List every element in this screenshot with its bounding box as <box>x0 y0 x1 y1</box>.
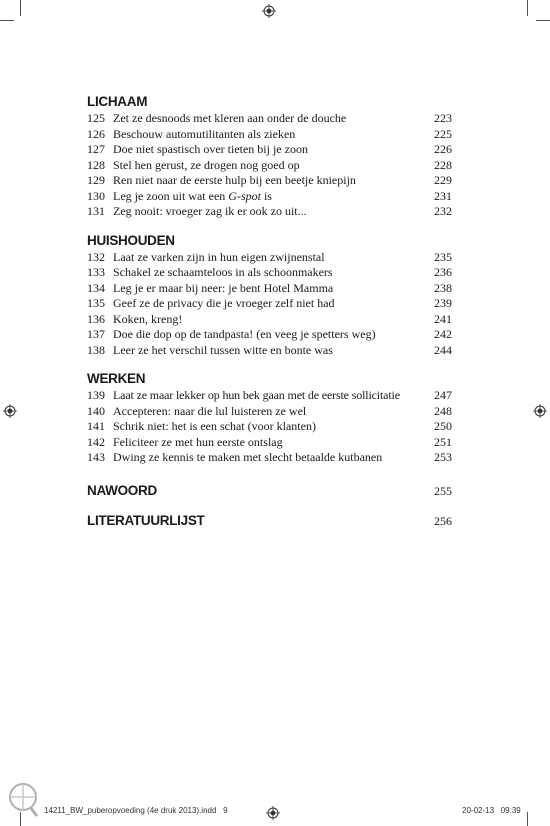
entry-title: Schakel ze schaamteloos in als schoonmakers <box>113 265 333 279</box>
toc-entry <box>87 265 452 281</box>
entry-number: 134 <box>87 280 105 295</box>
table-of-contents <box>87 94 452 542</box>
crop-mark-bottom-right <box>527 812 528 826</box>
entry-title: Leg je er maar bij neer: je bent Hotel Mamma <box>113 280 334 295</box>
entry-number: 133 <box>87 265 105 279</box>
entry-page: 236 <box>434 265 452 279</box>
entry-page: 231 <box>434 188 452 203</box>
entry-page: 226 <box>434 142 452 156</box>
entry-page: 223 <box>434 111 452 125</box>
crop-mark-top-right <box>527 0 528 16</box>
entry-number: 141 <box>87 419 105 433</box>
entry-page: 235 <box>434 249 452 264</box>
toc-entry <box>87 312 452 328</box>
crop-mark-left-top <box>0 20 14 21</box>
toc-entry <box>87 419 452 435</box>
toc-entry <box>87 327 452 343</box>
entry-page: 255 <box>434 483 452 498</box>
entry-title: Koken, kreng! <box>113 311 183 326</box>
toc-entry <box>87 343 452 359</box>
section-title: NAWOORD <box>87 482 157 498</box>
toc-entry <box>87 142 452 158</box>
toc-section-huishouden <box>87 233 452 359</box>
entry-number: 126 <box>87 126 105 141</box>
entry-page: 239 <box>434 296 452 310</box>
crop-mark-top-left <box>20 0 21 16</box>
entry-number: 132 <box>87 249 105 264</box>
toc-entry <box>87 404 452 420</box>
entry-title: Zeg nooit: vroeger zag ik er ook zo uit... <box>113 204 307 218</box>
entry-number: 130 <box>87 188 105 203</box>
entry-number: 125 <box>87 111 105 125</box>
entry-page: 253 <box>434 450 452 464</box>
registration-mark-top-icon <box>262 4 276 18</box>
entry-page: 248 <box>434 403 452 418</box>
toc-entry <box>87 111 452 127</box>
toc-entry <box>87 281 452 297</box>
crop-mark-right-top <box>536 20 550 21</box>
entry-number: 140 <box>87 403 105 418</box>
toc-literatuurlijst <box>87 512 452 530</box>
entry-title: Doe die dop op de tandpasta! (en veeg je spetters weg) <box>113 327 376 341</box>
entry-page: 238 <box>434 280 452 295</box>
entry-page: 228 <box>434 157 452 172</box>
entry-title: Doe niet spastisch over tieten bij je zoon <box>113 142 308 156</box>
watermark-logo-icon <box>6 780 40 818</box>
entry-title: Zet ze desnoods met kleren aan onder de douche <box>113 111 347 125</box>
registration-mark-bottom-icon <box>266 806 280 820</box>
toc-entry <box>87 127 452 143</box>
entry-page: 247 <box>434 388 452 402</box>
entry-title: Accepteren: naar die lul luisteren ze wel <box>113 403 307 418</box>
registration-mark-left-icon <box>3 404 17 418</box>
entry-page: 256 <box>434 513 452 528</box>
section-title: LICHAAM <box>87 94 148 109</box>
entry-number: 128 <box>87 157 105 172</box>
entry-title: Leer ze het verschil tussen witte en bonte was <box>113 342 333 357</box>
entry-title: Dwing ze kennis te maken met slecht betaalde kutbanen <box>113 450 383 464</box>
entry-number: 131 <box>87 204 105 218</box>
entry-title: Laat ze varken zijn in hun eigen zwijnenstal <box>113 249 325 264</box>
entry-title: Ren niet naar de eerste hulp bij een beetje kniepijn <box>113 173 356 187</box>
entry-number: 143 <box>87 450 105 464</box>
entry-number: 139 <box>87 388 105 402</box>
entry-page: 241 <box>434 311 452 326</box>
entry-title: Geef ze de privacy die je vroeger zelf niet had <box>113 296 335 310</box>
entry-title: Beschouw automutilitanten als zieken <box>113 126 296 141</box>
toc-entry <box>87 158 452 174</box>
entry-title: Schrik niet: het is een schat (voor klanten) <box>113 419 316 433</box>
entry-number: 127 <box>87 142 105 156</box>
entry-number: 138 <box>87 342 105 357</box>
entry-title: Feliciteer ze met hun eerste ontslag <box>113 434 283 449</box>
section-title: HUISHOUDEN <box>87 232 175 248</box>
entry-number: 129 <box>87 173 105 187</box>
footer-filename: 14211_BW_puberopvoeding (4e druk 2013).indd 9 <box>44 806 228 815</box>
entry-page: 225 <box>434 126 452 141</box>
entry-page: 251 <box>434 434 452 449</box>
entry-title: Laat ze maar lekker op hun bek gaan met de eerste sollicitatie <box>113 388 400 402</box>
entry-title-emphasis: G-spot <box>228 188 261 203</box>
entry-number: 136 <box>87 311 105 326</box>
entry-page: 244 <box>434 342 452 357</box>
toc-nawoord <box>87 482 452 500</box>
section-title: WERKEN <box>87 371 146 386</box>
toc-entry <box>87 296 452 312</box>
entry-page: 242 <box>434 327 452 341</box>
toc-entry <box>87 189 452 205</box>
toc-entry <box>87 173 452 189</box>
toc-entry <box>87 435 452 451</box>
entry-page: 229 <box>434 173 452 187</box>
toc-entry <box>87 450 452 466</box>
toc-entry <box>87 204 452 220</box>
entry-title: Stel hen gerust, ze drogen nog goed op <box>113 157 300 172</box>
footer-timestamp: 20-02-13 09:39 <box>462 806 521 815</box>
registration-mark-right-icon <box>533 404 547 418</box>
toc-section-werken <box>87 371 452 466</box>
entry-title-start: Leg je zoon uit wat een <box>113 188 229 203</box>
toc-entry <box>87 388 452 404</box>
entry-title <box>113 189 422 205</box>
toc-section-lichaam <box>87 94 452 220</box>
entry-page: 232 <box>434 204 452 218</box>
toc-entry <box>87 250 452 266</box>
entry-title-end: is <box>260 188 272 203</box>
section-title: LITERATUURLIJST <box>87 512 205 528</box>
entry-number: 142 <box>87 434 105 449</box>
entry-number: 137 <box>87 327 105 341</box>
entry-number: 135 <box>87 296 105 310</box>
entry-page: 250 <box>434 419 452 433</box>
